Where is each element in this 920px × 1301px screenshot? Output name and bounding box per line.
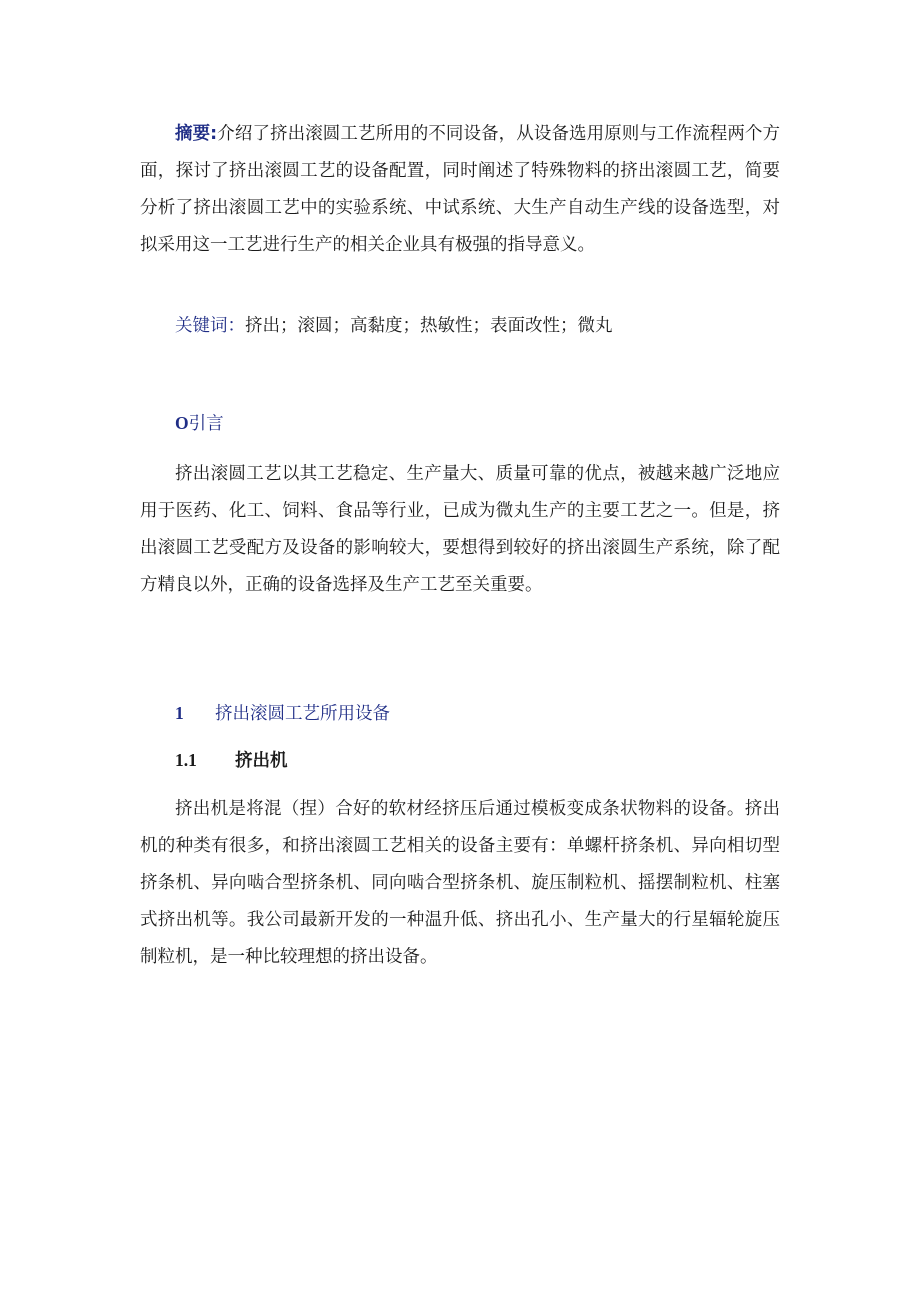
abstract-paragraph <box>140 116 780 264</box>
intro-paragraph: 挤出滚圆工艺以其工艺稳定、生产量大、质量可靠的优点，被越来越广泛地应用于医药、化工、饲料、食品等行业，已成为微丸生产的主要工艺之一。但是，挤出滚圆工艺受配方及设备的影响较大，要想得到较好的挤出滚圆生产系统，除了配方精良以外，正确的设备选择及生产工艺至关重要。 <box>140 464 780 595</box>
keywords-text: 挤出；滚圆；高黏度；热敏性；表面改性；微丸 <box>245 316 613 336</box>
section-intro-heading <box>175 408 224 439</box>
section-1-heading <box>175 698 390 729</box>
section-1-1-heading <box>175 745 288 776</box>
section-1-1-title: 挤出机 <box>235 751 288 771</box>
keywords-paragraph <box>140 308 780 345</box>
abstract-label: 摘要: <box>175 124 218 144</box>
section-1-number: 1 <box>175 703 184 723</box>
extruder-paragraph: 挤出机是将混（捏）合好的软材经挤压后通过模板变成条状物料的设备。挤出机的种类有很多，和挤出滚圆工艺相关的设备主要有：单螺杆挤条机、异向相切型挤条机、异向啮合型挤条机、同向啮合型挤条机、旋压制粒机、摇摆制粒机、柱塞式挤出机等。我公司最新开发的一种温升低、挤出孔小、生产量大的行星辐轮旋压制粒机，是一种比较理想的挤出设备。 <box>140 799 780 967</box>
section-1-title: 挤出滚圆工艺所用设备 <box>215 704 390 724</box>
section-intro-title: 引言 <box>188 414 224 434</box>
section-1-1-number: 1.1 <box>175 750 197 770</box>
section-intro-number: O <box>175 413 189 433</box>
abstract-text: 介绍了挤出滚圆工艺所用的不同设备，从设备选用原则与工作流程两个方面，探讨了挤出滚圆工艺的设备配置，同时阐述了特殊物料的挤出滚圆工艺，简要分析了挤出滚圆工艺中的实验系统、中试系统、大生产自动生产线的设备选型，对拟采用这一工艺进行生产的相关企业具有极强的指导意义。 <box>140 124 781 255</box>
keywords-label: 关键词： <box>175 316 245 336</box>
